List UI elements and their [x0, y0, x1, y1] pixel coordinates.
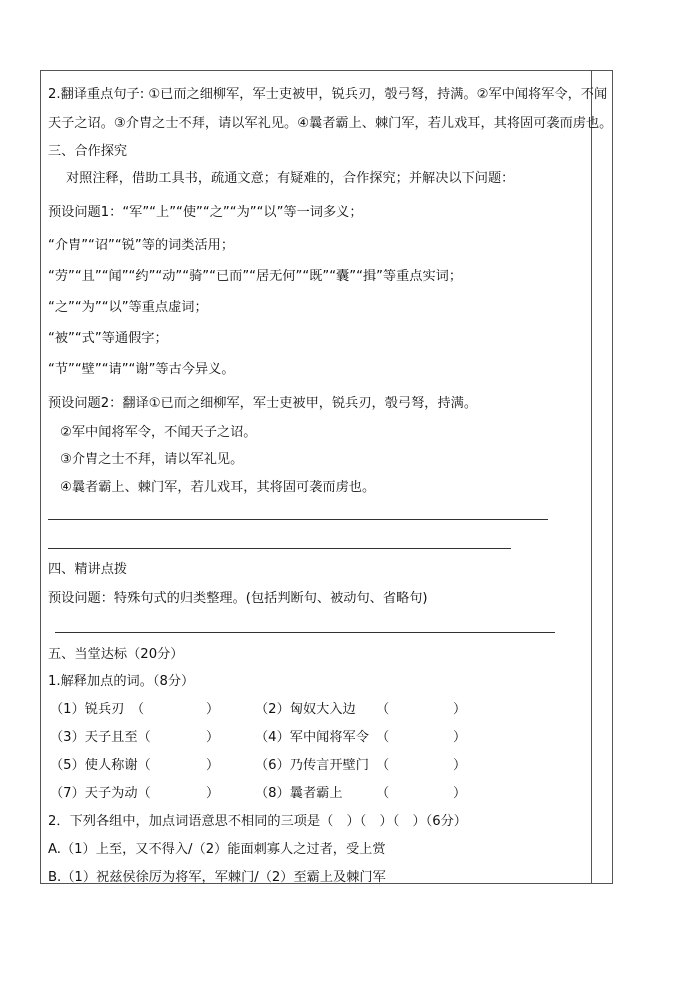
exercise-item-label: （3）天子且至（	[50, 730, 151, 745]
exercise-item-bracket: ）	[206, 730, 220, 745]
exercise-item-label: （6）乃传言开壁门	[255, 758, 369, 773]
exercise-item-bracket: ）	[206, 702, 220, 717]
exercise-item-bracket: ）	[453, 702, 467, 717]
answer-line	[48, 519, 548, 520]
exercise-2-option-a: A.（1）上至，又不得入/（2）能面刺寡人之过者，受上赏	[48, 842, 386, 857]
question-1-d: “之”“为”“以”等重点虚词；	[48, 300, 208, 315]
section-5-heading: 五、当堂达标（20分）	[48, 647, 184, 662]
exercise-item-bracket: ）	[453, 786, 467, 801]
question-2-c: ③介胄之士不拜，请以军礼见。	[60, 452, 244, 467]
question-2-b: ②军中闻将军令，不闻天子之诏。	[60, 425, 257, 440]
exercise-item-label: （1）锐兵刃 （	[50, 702, 145, 717]
exercise-item-bracket: ）	[453, 730, 467, 745]
question-1-f: “节”“壁”“请”“谢”等古今异义。	[48, 362, 235, 377]
section-3-instruction: 对照注释，借助工具书，疏通文意；有疑难的，合作探究；并解决以下问题：	[66, 171, 515, 186]
exercise-item-label: （2）匈奴大入边	[255, 702, 356, 717]
exercise-item-bracket: （	[376, 730, 390, 745]
exercise-item-bracket: ）	[206, 758, 220, 773]
exercise-2-option-b: B.（1）祝兹侯徐厉为将军，军棘门/（2）至霸上及棘门军	[48, 870, 386, 885]
question-1: 预设问题1：“军”“上”“使”“之”“为”“以”等一词多义；	[48, 205, 363, 220]
exercise-item-bracket: ）	[206, 786, 220, 801]
exercise-item-bracket: （	[376, 702, 390, 717]
answer-line	[55, 632, 555, 633]
translate-sentences-line1: 2.翻译重点句子: ①已而之细柳军，军士吏被甲，锐兵刃，彀弓弩，持满。②军中闻将军令，不闻	[48, 87, 608, 102]
right-column-divider	[591, 70, 592, 884]
question-1-e: “被”“式”等通假字；	[48, 331, 168, 346]
translate-sentences-line2: 天子之诏。③介胄之士不拜，请以军礼见。④曩者霸上、棘门军，若儿戏耳，其将固可袭而虏也。	[48, 116, 613, 131]
exercise-item-bracket: （	[376, 758, 390, 773]
exercise-item-label: （7）天子为动（	[50, 786, 151, 801]
exercise-item-label: （4）军中闻将军令	[255, 730, 369, 745]
answer-line	[48, 548, 511, 549]
exercise-item-bracket: ）	[453, 758, 467, 773]
section-4-heading: 四、精讲点拨	[48, 562, 128, 577]
exercise-1: 1.解释加点的词。（8分）	[48, 674, 195, 689]
exercise-item-label: （5）使人称谢（	[50, 758, 151, 773]
section-3-heading: 三、合作探究	[48, 144, 128, 159]
question-2: 预设问题2：翻译①已而之细柳军，军士吏被甲，锐兵刃，彀弓弩，持满。	[48, 396, 478, 411]
exercise-2: 2．下列各组中，加点词语意思不相同的三项是（ ）（ ）（ ）（6分）	[48, 814, 467, 829]
exercise-item-bracket: （	[376, 786, 390, 801]
section-4-question: 预设问题：特殊句式的归类整理。(包括判断句、被动句、省略句)	[48, 591, 428, 606]
question-2-d: ④曩者霸上、棘门军，若儿戏耳，其将固可袭而虏也。	[60, 480, 376, 495]
question-1-b: “介胄”“诏”“锐”等的词类活用；	[48, 238, 235, 253]
exercise-item-label: （8）曩者霸上	[255, 786, 343, 801]
question-1-c: “劳”“且”“闻”“约”“动”“骑”“已而”“居无何”“既”“囊”“揖”等重点实词；	[48, 269, 463, 284]
